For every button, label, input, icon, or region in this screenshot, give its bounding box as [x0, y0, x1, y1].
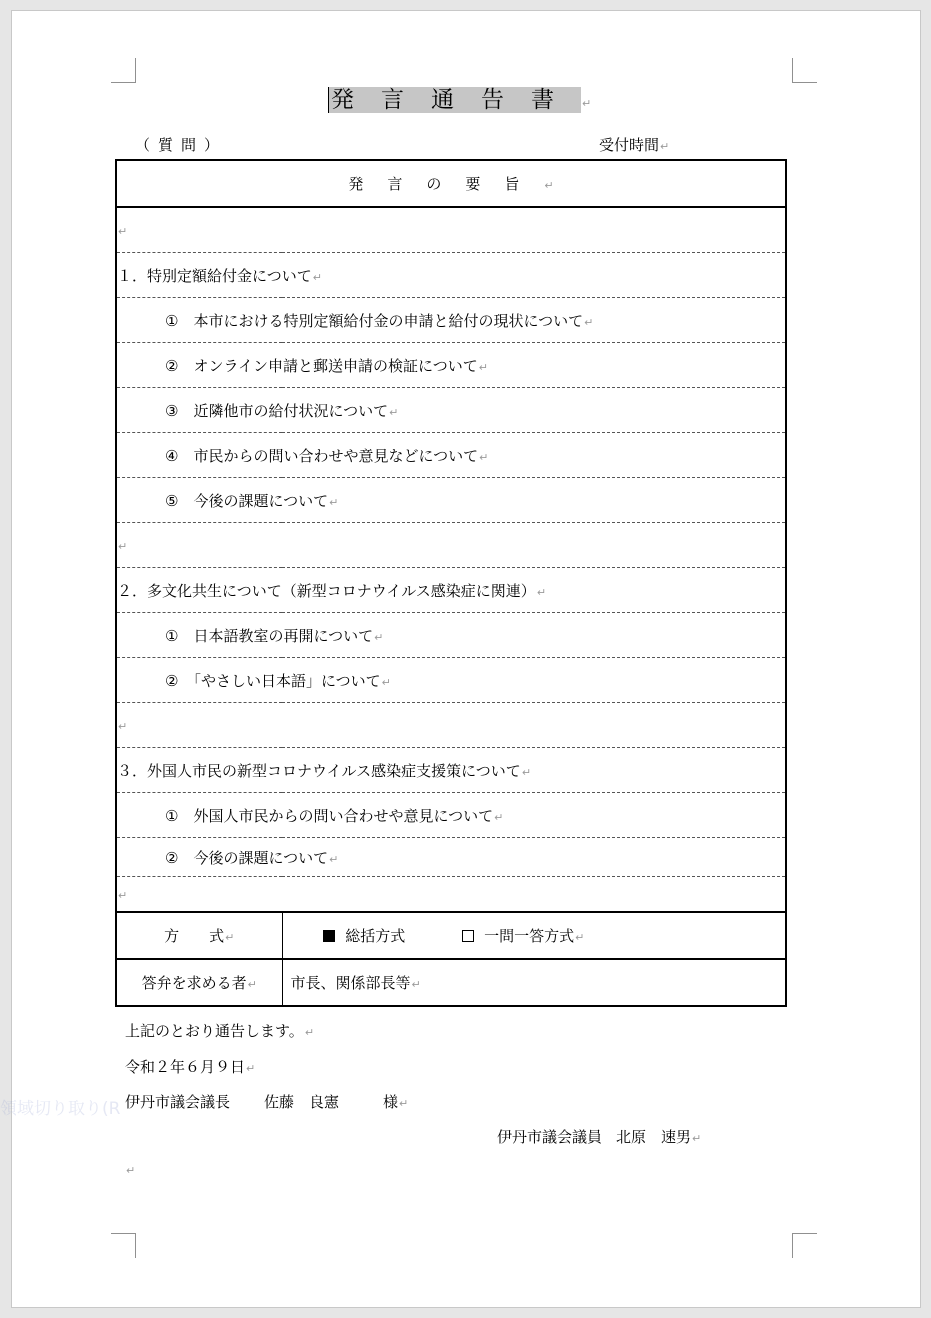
summary-text: ① 日本語教室の再開について	[165, 626, 374, 645]
summary-cell[interactable]	[116, 568, 786, 613]
paragraph-mark-icon: ↵	[381, 675, 391, 689]
paragraph-mark-icon: ↵	[479, 450, 489, 464]
summary-text: ① 外国人市民からの問い合わせや意見について	[165, 806, 494, 825]
summary-rows	[116, 207, 786, 912]
paragraph-mark-icon: ↵	[304, 1026, 315, 1039]
summary-cell[interactable]	[116, 703, 786, 748]
method-option-summary[interactable]: 総括方式	[323, 925, 405, 946]
unchecked-box-icon	[462, 930, 474, 942]
summary-cell[interactable]	[116, 343, 786, 388]
paragraph-mark-icon: ↵	[126, 1164, 136, 1177]
summary-cell[interactable]	[116, 748, 786, 793]
ghost-overlay-text: 領域切り取り(R	[0, 1099, 121, 1119]
summary-text: ② 「やさしい日本語」について	[165, 671, 381, 690]
summary-cell[interactable]	[116, 298, 786, 343]
paragraph-mark-icon: ↵	[118, 889, 128, 902]
summary-text: １．特別定額給付金について	[117, 266, 312, 285]
summary-cell[interactable]	[116, 613, 786, 658]
empty-paragraph	[125, 1160, 135, 1178]
checked-box-icon	[323, 930, 335, 942]
table-row	[116, 793, 786, 838]
table-row	[116, 877, 786, 913]
paragraph-mark-icon: ↵	[329, 495, 339, 509]
method-options-cell	[282, 912, 786, 959]
table-row	[116, 658, 786, 703]
summary-cell[interactable]	[116, 207, 786, 253]
summary-text: ② オンライン申請と郵送申請の検証について	[165, 356, 478, 375]
table-row	[116, 343, 786, 388]
summary-cell[interactable]	[116, 877, 786, 913]
paragraph-mark-icon: ↵	[118, 225, 128, 238]
summary-text: ⑤ 今後の課題について	[165, 491, 329, 510]
title-text[interactable]: 発言通告書	[331, 87, 581, 113]
paragraph-mark-icon: ↵	[389, 405, 399, 419]
crop-mark-bottom-right	[792, 1233, 817, 1258]
paragraph-mark-icon: ↵	[246, 1062, 256, 1075]
crop-mark-top-left	[111, 58, 136, 83]
table-row	[116, 568, 786, 613]
paragraph-mark-icon: ↵	[411, 978, 421, 991]
table-row	[116, 253, 786, 298]
paragraph-mark-icon: ↵	[399, 1097, 409, 1110]
paragraph-mark-icon: ↵	[118, 540, 128, 553]
reception-time-label: 受付時間↵	[599, 136, 670, 154]
summary-cell[interactable]	[116, 388, 786, 433]
addressee-title: 伊丹市議会議長	[125, 1093, 231, 1111]
table-header: 発言の要旨↵	[116, 160, 786, 207]
paragraph-mark-icon: ↵	[494, 810, 504, 824]
document-title[interactable]	[328, 84, 618, 116]
summary-text: ④ 市民からの問い合わせや意見などについて	[165, 446, 479, 465]
paragraph-mark-icon: ↵	[544, 179, 554, 192]
paragraph-mark-icon: ↵	[575, 931, 585, 944]
closing-text: 上記のとおり通告します。↵	[125, 1022, 315, 1040]
table-row	[116, 388, 786, 433]
crop-mark-bottom-left	[111, 1233, 136, 1258]
summary-cell[interactable]	[116, 523, 786, 568]
paragraph-mark-icon: ↵	[692, 1132, 702, 1145]
paragraph-mark-icon: ↵	[247, 978, 257, 991]
paragraph-mark-icon: ↵	[478, 360, 488, 374]
table-row	[116, 838, 786, 877]
date-line: 令和２年６月９日↵	[125, 1058, 256, 1076]
summary-text: ③ 近隣他市の給付状況について	[165, 401, 389, 420]
summary-cell[interactable]	[116, 478, 786, 523]
summary-text: ② 今後の課題について	[165, 848, 329, 867]
summary-text: ２．多文化共生について（新型コロナウイルス感染症に関連）	[117, 581, 536, 600]
respondent-label-cell: 答弁を求める者↵	[116, 959, 282, 1006]
paragraph-mark-icon: ↵	[521, 765, 532, 779]
summary-cell[interactable]	[116, 658, 786, 703]
summary-text: ３．外国人市民の新型コロナウイルス感染症支援策について	[117, 761, 521, 780]
notice-table	[115, 159, 787, 1007]
paragraph-mark-icon: ↵	[584, 315, 594, 329]
paragraph-mark-icon: ↵	[660, 140, 670, 153]
addressee-suffix: 様	[383, 1093, 399, 1111]
paragraph-mark-icon: ↵	[118, 720, 128, 733]
paragraph-mark-icon: ↵	[329, 852, 339, 866]
sender-name: 北原 速男	[616, 1128, 692, 1146]
addressee-name: 佐藤 良憲	[264, 1093, 340, 1111]
summary-cell[interactable]	[116, 253, 786, 298]
method-option-one-by-one[interactable]: 一問一答方式↵	[462, 925, 584, 946]
respondent-value-cell: 市長、関係部長等↵	[282, 959, 786, 1006]
summary-cell[interactable]	[116, 793, 786, 838]
table-row	[116, 703, 786, 748]
paragraph-mark-icon: ↵	[536, 585, 547, 599]
question-label: （質問）	[135, 136, 228, 154]
table-row	[116, 478, 786, 523]
paragraph-mark-icon: ↵	[374, 630, 384, 644]
paragraph-mark-icon: ↵	[312, 270, 322, 284]
table-row	[116, 207, 786, 253]
table-row	[116, 298, 786, 343]
sender-line	[497, 1126, 701, 1147]
summary-text: ① 本市における特別定額給付金の申請と給付の現状について	[165, 311, 584, 330]
sender-title: 伊丹市議会議員	[497, 1128, 603, 1146]
table-row	[116, 523, 786, 568]
paragraph-mark-icon: ↵	[225, 931, 235, 944]
paragraph-mark-icon: ↵	[582, 97, 619, 110]
table-row	[116, 433, 786, 478]
crop-mark-top-right	[792, 58, 817, 83]
summary-cell[interactable]	[116, 838, 786, 877]
addressee-line	[125, 1091, 408, 1112]
table-row	[116, 748, 786, 793]
summary-cell[interactable]	[116, 433, 786, 478]
method-label-cell: 方 式↵	[116, 912, 282, 959]
table-row	[116, 613, 786, 658]
